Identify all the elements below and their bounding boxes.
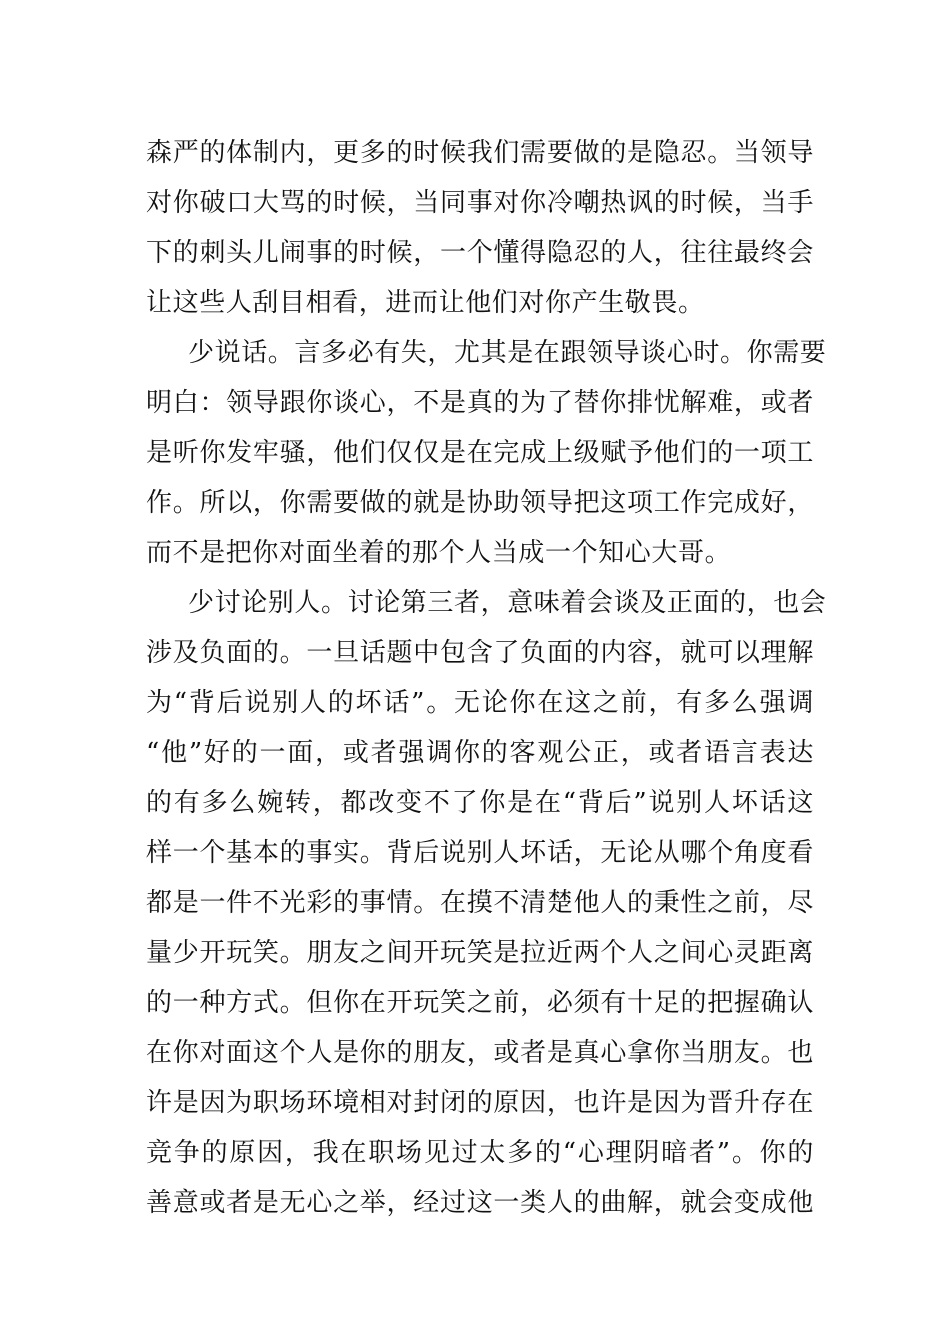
text-line: 许是因为职场环境相对封闭的原因，也许是因为晋升存在 [146,1088,814,1118]
text-line: 涉及负面的。一旦话题中包含了负面的内容，就可以理解 [146,638,814,668]
text-line: 善意或者是无心之举，经过这一类人的曲解，就会变成他 [146,1188,814,1218]
text-line: 少说话。言多必有失，尤其是在跟领导谈心时。你需要 [188,338,827,368]
text-line: 量少开玩笑。朋友之间开玩笑是拉近两个人之间心灵距离 [146,938,814,968]
text-line: 的一种方式。但你在开玩笑之前，必须有十足的把握确认 [146,988,814,1018]
text-line: 让这些人刮目相看，进而让他们对你产生敬畏。 [146,288,705,318]
text-line: 对你破口大骂的时候，当同事对你冷嘲热讽的时候，当手 [146,188,814,218]
text-line: 下的刺头儿闹事的时候，一个懂得隐忍的人，往往最终会 [146,238,814,268]
text-line: 都是一件不光彩的事情。在摸不清楚他人的秉性之前，尽 [146,888,814,918]
text-line: 明白：领导跟你谈心，不是真的为了替你排忧解难，或者 [146,388,814,418]
text-line: 为“背后说别人的坏话”。无论你在这之前，有多么强调 [146,688,814,718]
body-text [146,128,827,1228]
text-line: 在你对面这个人是你的朋友，或者是真心拿你当朋友。也 [146,1038,814,1068]
text-line: 作。所以，你需要做的就是协助领导把这项工作完成好， [146,488,814,518]
text-line: 竞争的原因，我在职场见过太多的“心理阴暗者”。你的 [146,1138,814,1168]
text-line: 森严的体制内，更多的时候我们需要做的是隐忍。当领导 [146,138,814,168]
text-line: “他”好的一面，或者强调你的客观公正，或者语言表达 [146,738,814,768]
text-line: 是听你发牢骚，他们仅仅是在完成上级赋予他们的一项工 [146,438,814,468]
text-line: 样一个基本的事实。背后说别人坏话，无论从哪个角度看 [146,838,814,868]
text-line: 少讨论别人。讨论第三者，意味着会谈及正面的，也会 [188,588,827,618]
text-line: 而不是把你对面坐着的那个人当成一个知心大哥。 [146,538,732,568]
text-line: 的有多么婉转，都改变不了你是在“背后”说别人坏话这 [146,788,814,818]
